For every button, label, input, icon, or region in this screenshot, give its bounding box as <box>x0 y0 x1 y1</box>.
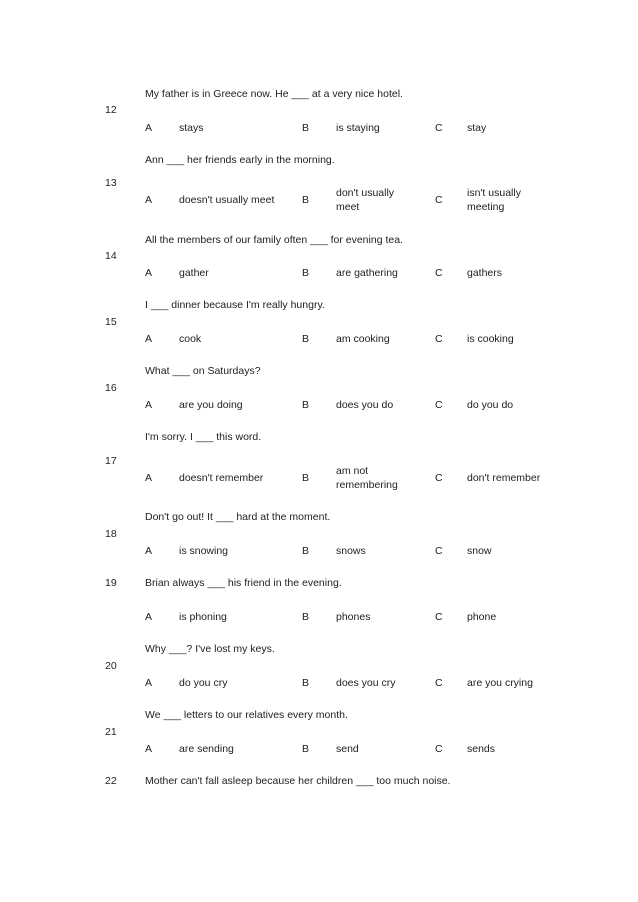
option-b-letter: B <box>302 743 310 755</box>
option-a-letter: A <box>145 677 153 689</box>
question-number: 14 <box>105 250 117 262</box>
option-c-text: stay <box>467 122 487 134</box>
question-number: 12 <box>105 104 117 116</box>
option-c-letter: C <box>435 611 443 623</box>
option-c-text: is cooking <box>467 333 514 345</box>
option-a-letter: A <box>145 611 153 623</box>
question-stem: Why ___? I've lost my keys. <box>145 643 275 655</box>
option-a-text: do you cry <box>179 677 228 689</box>
option-c-text: sends <box>467 743 496 755</box>
option-a-letter: A <box>145 333 153 345</box>
option-c-text: phone <box>467 611 497 623</box>
option-a-letter: A <box>145 399 153 411</box>
option-a-text: cook <box>179 333 202 345</box>
option-a-letter: A <box>145 194 153 206</box>
question-stem: All the members of our family often ___ for evening tea. <box>145 234 403 246</box>
option-b-letter: B <box>302 472 310 484</box>
option-c-text: isn't usually meeting <box>467 187 521 213</box>
option-a-text: stays <box>179 122 204 134</box>
option-c-letter: C <box>435 399 443 411</box>
option-b-text: does you cry <box>336 677 396 689</box>
question-stem: Mother can't fall asleep because her children ___ too much noise. <box>145 775 451 787</box>
option-a-letter: A <box>145 545 153 557</box>
option-b-text: don't usually meet <box>336 187 395 213</box>
option-b-letter: B <box>302 267 310 279</box>
option-b-text: am cooking <box>336 333 390 345</box>
question-stem: We ___ letters to our relatives every month. <box>145 709 348 721</box>
option-b-text: is staying <box>336 122 380 134</box>
question-stem: I ___ dinner because I'm really hungry. <box>145 299 325 311</box>
question-number: 22 <box>105 775 117 787</box>
option-c-letter: C <box>435 122 443 134</box>
option-c-letter: C <box>435 267 443 279</box>
option-b-letter: B <box>302 611 310 623</box>
question-number: 20 <box>105 660 117 672</box>
option-c-text: gathers <box>467 267 503 279</box>
option-b-text: does you do <box>336 399 394 411</box>
option-c-letter: C <box>435 743 443 755</box>
option-c-text: don't remember <box>467 472 541 484</box>
question-stem: What ___ on Saturdays? <box>145 365 261 377</box>
question-number: 19 <box>105 577 117 589</box>
option-a-letter: A <box>145 472 153 484</box>
question-number: 21 <box>105 726 117 738</box>
option-a-text: are you doing <box>179 399 243 411</box>
option-a-text: gather <box>179 267 209 279</box>
option-b-text: phones <box>336 611 371 623</box>
option-a-text: is snowing <box>179 545 229 557</box>
option-c-letter: C <box>435 545 443 557</box>
question-stem: My father is in Greece now. He ___ at a very nice hotel. <box>145 88 403 100</box>
option-c-letter: C <box>435 333 443 345</box>
option-a-text: is phoning <box>179 611 227 623</box>
option-c-text: are you crying <box>467 677 533 689</box>
option-b-text: send <box>336 743 359 755</box>
question-stem: Ann ___ her friends early in the morning. <box>145 154 335 166</box>
question-stem: Don't go out! It ___ hard at the moment. <box>145 511 331 523</box>
option-a-letter: A <box>145 743 153 755</box>
option-c-text: snow <box>467 545 492 557</box>
option-a-text: doesn't usually meet <box>179 194 275 206</box>
question-number: 16 <box>105 382 117 394</box>
question-number: 13 <box>105 177 117 189</box>
question-number: 17 <box>105 455 117 467</box>
option-b-letter: B <box>302 333 310 345</box>
option-a-text: doesn't remember <box>179 472 264 484</box>
option-b-text: am not remembering <box>336 465 398 491</box>
option-c-letter: C <box>435 194 443 206</box>
option-c-letter: C <box>435 472 443 484</box>
option-a-letter: A <box>145 122 153 134</box>
option-c-text: do you do <box>467 399 514 411</box>
option-b-letter: B <box>302 545 310 557</box>
option-b-text: snows <box>336 545 366 557</box>
question-number: 15 <box>105 316 117 328</box>
option-b-letter: B <box>302 194 310 206</box>
question-number: 18 <box>105 528 117 540</box>
option-b-text: are gathering <box>336 267 398 279</box>
option-b-letter: B <box>302 122 310 134</box>
option-b-letter: B <box>302 399 310 411</box>
option-a-text: are sending <box>179 743 234 755</box>
question-stem: I'm sorry. I ___ this word. <box>145 431 262 443</box>
question-stem: Brian always ___ his friend in the evening. <box>145 577 342 589</box>
option-c-letter: C <box>435 677 443 689</box>
option-a-letter: A <box>145 267 153 279</box>
option-b-letter: B <box>302 677 310 689</box>
